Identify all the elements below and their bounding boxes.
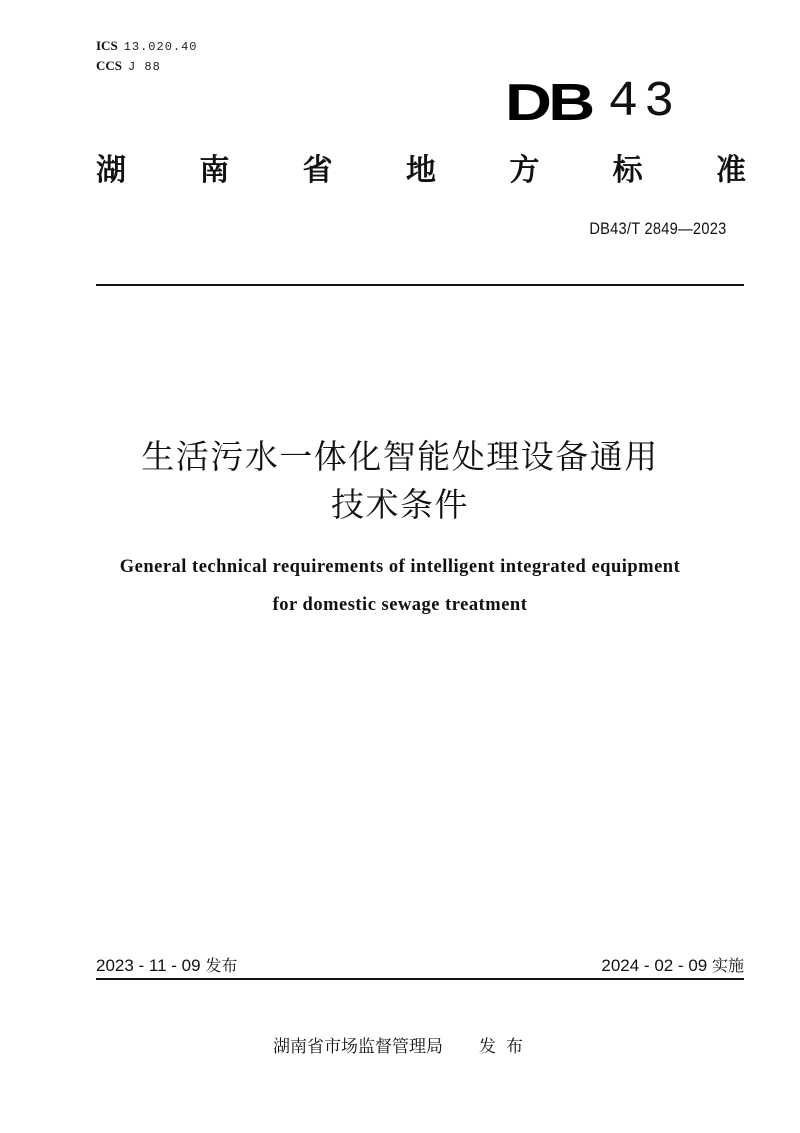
issue-date-value: 2023 - 11 - 09: [96, 956, 201, 975]
implementation-label: 实施: [711, 956, 744, 975]
title-en-line1: General technical requirements of intelligent integrated equipment: [119, 557, 681, 577]
ics-value: 13.020.40: [123, 40, 198, 54]
db-standard-logo: [505, 74, 681, 132]
ccs-label: CCS: [96, 58, 123, 73]
category-char: 方: [509, 153, 540, 188]
implementation-date: [601, 955, 744, 977]
issuer-name: 湖南省市场监督管理局: [273, 1037, 443, 1057]
ccs-code: [96, 58, 161, 75]
category-char: 南: [199, 153, 230, 188]
standard-number: DB43/T 2849—2023: [588, 219, 726, 238]
category-char: 地: [405, 153, 436, 188]
category-char: 标: [612, 153, 643, 188]
title-cn-line2: 技术条件: [331, 485, 469, 524]
category-char: 准: [715, 153, 746, 188]
category-char: 省: [302, 153, 333, 188]
db-mark: DB: [505, 74, 592, 132]
ics-code: [96, 38, 198, 55]
issue-date: [96, 955, 237, 977]
issuing-authority: [273, 1036, 533, 1058]
issue-label: 发布: [205, 956, 238, 975]
issuer-action: 发布: [479, 1037, 533, 1057]
implementation-date-value: 2024 - 02 - 09: [601, 956, 708, 975]
bottom-divider: [96, 978, 744, 980]
title-cn-line1: 生活污水一体化智能处理设备通用: [141, 437, 659, 476]
top-divider: [96, 284, 744, 286]
standard-category: [96, 152, 746, 190]
category-char: 湖: [96, 153, 126, 188]
title-en-line2: for domestic sewage treatment: [272, 595, 528, 615]
ccs-value: J 88: [128, 60, 161, 74]
ics-label: ICS: [96, 38, 118, 53]
region-code: 43: [608, 74, 681, 131]
